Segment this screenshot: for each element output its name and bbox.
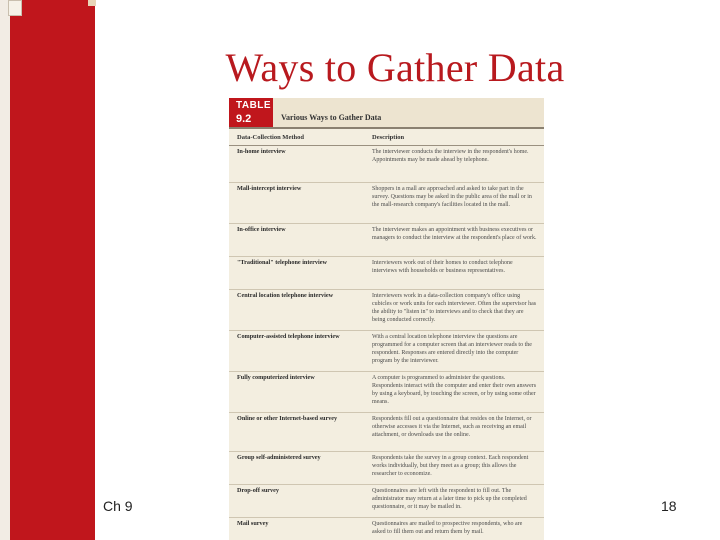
table-row bbox=[229, 290, 544, 331]
table-row bbox=[229, 257, 544, 290]
row-method: Mall-intercept interview bbox=[237, 185, 302, 192]
column-header-method: Data-Collection Method bbox=[237, 134, 304, 141]
row-method: In-office interview bbox=[237, 226, 286, 233]
table-row bbox=[229, 146, 544, 183]
row-description: Respondents take the survey in a group context. Each respondent works individually, but they meet as a group; this allows the researcher to economize. bbox=[372, 455, 529, 477]
column-header-description: Description bbox=[372, 134, 405, 141]
row-description: Interviewers work out of their homes to conduct telephone interviews with households or business representatives. bbox=[372, 260, 513, 274]
table-caption: Various Ways to Gather Data bbox=[281, 113, 382, 122]
row-method: Central location telephone interview bbox=[237, 292, 334, 299]
row-method: Computer-assisted telephone interview bbox=[237, 333, 340, 340]
table-row bbox=[229, 331, 544, 372]
row-method: Drop-off survey bbox=[237, 487, 279, 494]
table-column-headers bbox=[229, 129, 544, 146]
row-method: Online or other Internet-based survey bbox=[237, 415, 338, 422]
table-row bbox=[229, 485, 544, 518]
table-row bbox=[229, 372, 544, 413]
slide-left-margin bbox=[0, 0, 10, 540]
row-description: Questionnaires are mailed to prospective respondents, who are asked to fill them out and return them by mail. bbox=[372, 521, 523, 535]
table-badge-number: 9.2 bbox=[236, 113, 252, 125]
row-method: Fully computerized interview bbox=[237, 374, 315, 381]
row-description: Shoppers in a mall are approached and asked to take part in the survey. Questions may be asked in the public area of the mall or in the mall-research company's facilities located in the mall. bbox=[372, 186, 532, 208]
table-row bbox=[229, 413, 544, 452]
table-row bbox=[229, 452, 544, 485]
row-description: The interviewer conducts the interview in the respondent's home. Appointments may be made ahead by telephone. bbox=[372, 149, 529, 163]
table-badge-word: TABLE bbox=[236, 100, 272, 111]
row-method: Mail survey bbox=[237, 520, 269, 527]
table-badge bbox=[229, 98, 273, 127]
row-description: With a central location telephone interview the questions are programmed for a computer screen that an interviewer reads to the respondent. Responses are entered directly into the computer program by the interviewer. bbox=[372, 334, 532, 364]
row-description: Respondents fill out a questionnaire that resides on the Internet, or otherwise accesses it via the Internet, such as receiving an email attachment, or downloads use the online. bbox=[372, 416, 532, 438]
chapter-label: Ch 9 bbox=[103, 498, 133, 514]
slide-corner-mark-2 bbox=[88, 0, 96, 6]
page-number: 18 bbox=[661, 498, 677, 514]
table-row bbox=[229, 224, 544, 257]
data-collection-table bbox=[229, 98, 544, 540]
row-description: A computer is programmed to administer the questions. Respondents interact with the computer and enter their own answers by using a keyboard, by touching the screen, or by using some other means. bbox=[372, 375, 537, 405]
row-method: "Traditional" telephone interview bbox=[237, 259, 327, 266]
row-method: Group self-administered survey bbox=[237, 454, 321, 461]
row-method: In-home interview bbox=[237, 148, 286, 155]
table-header bbox=[229, 98, 544, 129]
slide-accent-band bbox=[10, 0, 95, 540]
table-row bbox=[229, 518, 544, 540]
slide-title: Ways to Gather Data bbox=[225, 45, 565, 90]
row-description: Interviewers work in a data-collection company's office using cubicles or work units for each interviewer. Often the supervisor has the ability to "listen in" to interviews and to check that they are being conducted correctly. bbox=[372, 293, 537, 323]
slide-corner-mark bbox=[8, 0, 22, 16]
row-description: Questionnaires are left with the respondent to fill out. The administrator may return at a later time to pick up the completed questionnaire, or it may be mailed in. bbox=[372, 488, 527, 510]
row-description: The interviewer makes an appointment with business executives or managers to conduct the interview at the respondent's place of work. bbox=[372, 227, 537, 241]
table-row bbox=[229, 183, 544, 224]
